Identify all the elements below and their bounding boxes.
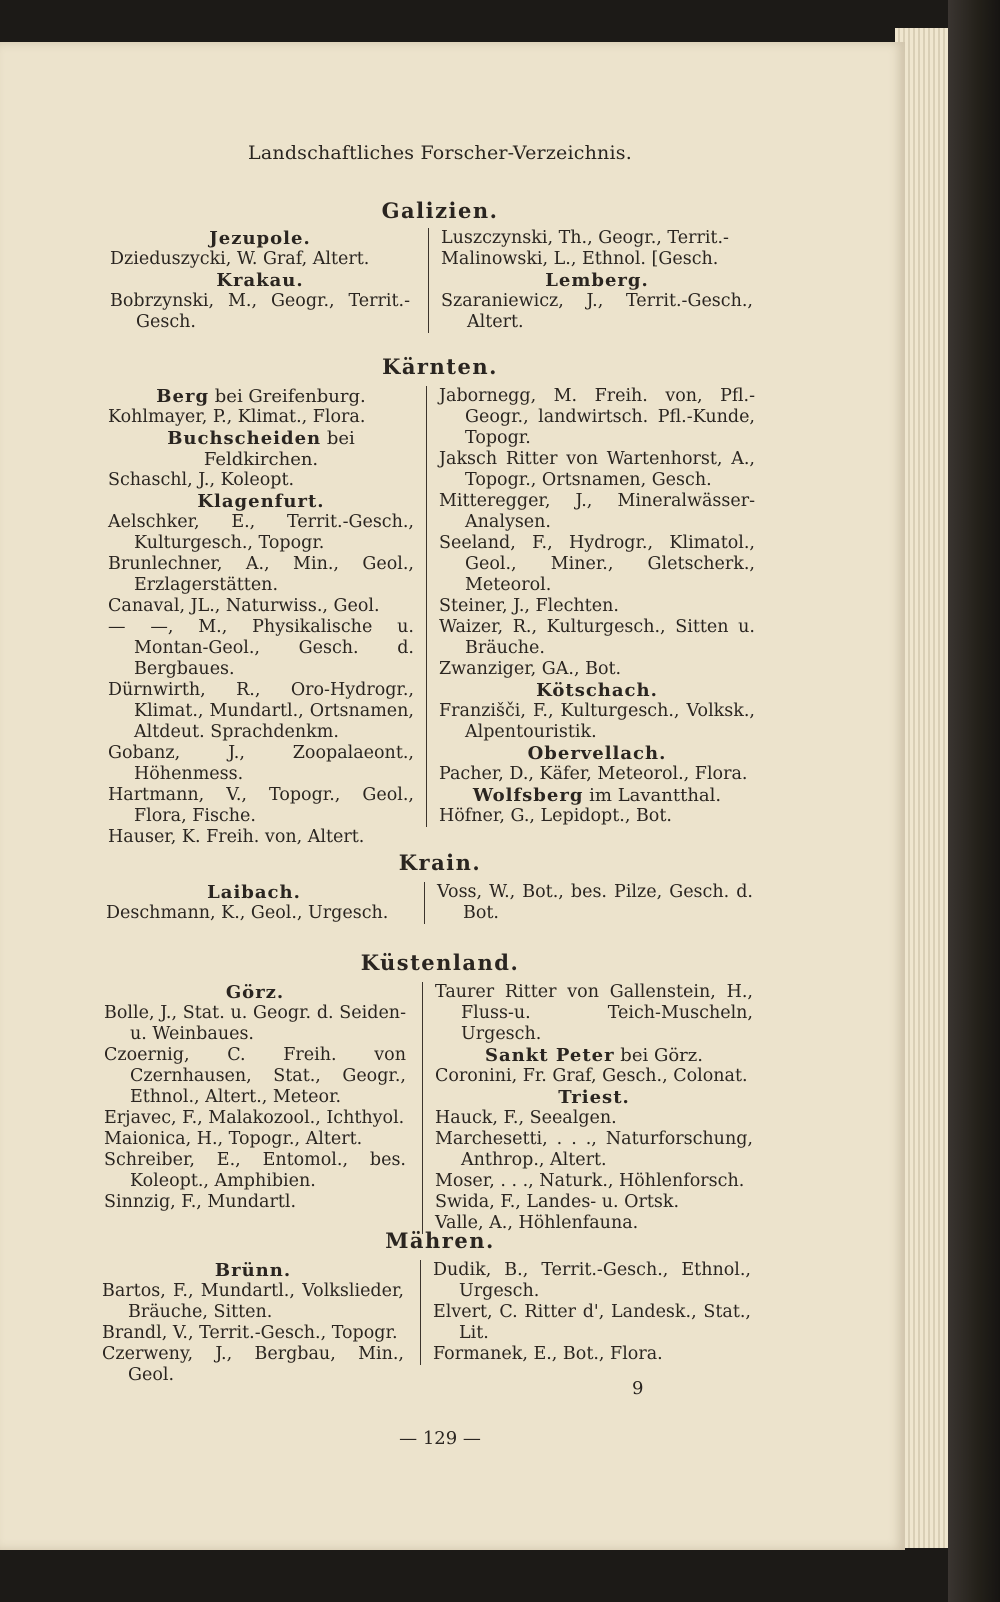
maehren-left-column	[102, 1260, 404, 1386]
page-number: — 129 —	[399, 1428, 481, 1449]
researcher-entry: Canaval, JL., Naturwiss., Geol.	[108, 596, 380, 616]
place-name: Laibach.	[207, 882, 301, 903]
researcher-entry: Moser, . . ., Naturk., Höhlenforsch.	[435, 1171, 745, 1191]
place-name: Obervellach.	[527, 743, 667, 764]
researcher-entry: Bolle, J., Stat. u. Geogr. d. Seiden- u. Weinbaues.	[104, 1003, 406, 1044]
researcher-entry: Coronini, Fr. Graf, Gesch., Colonat.	[435, 1066, 748, 1086]
researcher-entry: Aelschker, E., Territ.-Gesch., Kulturgesch., Topogr.	[108, 512, 414, 553]
researcher-entry: Elvert, C. Ritter d', Landesk., Stat., Lit.	[433, 1302, 751, 1343]
place-heading	[108, 491, 414, 512]
researcher-entry: Luszczynski, Th., Geogr., Territ.-	[441, 228, 729, 248]
place-name: Brünn.	[214, 1260, 292, 1281]
krain-left-column	[106, 882, 402, 924]
section-title-krain: Krain.	[398, 850, 482, 875]
section-title-kaernten: Kärnten.	[382, 354, 498, 379]
researcher-entry: Dürnwirth, R., Oro-Hydrogr., Klimat., Mundartl., Ortsnamen, Altdeut. Sprachdenkm.	[108, 680, 414, 742]
place-heading	[106, 882, 402, 903]
section-title-maehren: Mähren.	[385, 1228, 495, 1253]
place-suffix: bei Greifenburg.	[209, 386, 366, 407]
researcher-entry: Dzieduszycki, W. Graf, Altert.	[110, 249, 370, 269]
place-name: Berg	[156, 386, 210, 407]
place-heading	[102, 1260, 404, 1281]
kuestenland-right-column	[422, 982, 753, 1234]
place-name: Sankt Peter	[485, 1045, 615, 1066]
place-heading	[108, 386, 414, 407]
researcher-entry: Steiner, J., Flechten.	[439, 596, 619, 616]
running-head: Landschaftliches Forscher-Verzeichnis.	[248, 142, 632, 164]
place-heading	[110, 228, 410, 249]
researcher-entry: Marchesetti, . . ., Naturforschung, Anthrop., Altert.	[435, 1129, 753, 1170]
place-heading	[108, 428, 414, 470]
book-cover	[948, 0, 1000, 1602]
researcher-entry: Franzišči, F., Kulturgesch., Volksk., Alpentouristik.	[439, 701, 755, 742]
place-suffix: bei Feldkirchen.	[203, 428, 355, 470]
place-name: Kötschach.	[536, 680, 658, 701]
researcher-entry: Schreiber, E., Entomol., bes. Koleopt., Amphibien.	[104, 1150, 406, 1191]
researcher-entry: Czerweny, J., Bergbau, Min., Geol.	[102, 1344, 404, 1385]
researcher-entry: Jabornegg, M. Freih. von, Pfl.-Geogr., landwirtsch. Pfl.-Kunde, Topogr.	[439, 386, 755, 448]
place-name: Triest.	[558, 1087, 630, 1108]
place-name: Lemberg.	[545, 270, 649, 291]
researcher-entry: Erjavec, F., Malakozool., Ichthyol.	[104, 1108, 405, 1128]
researcher-entry: Malinowski, L., Ethnol. [Gesch.	[441, 249, 719, 269]
researcher-entry: Dudik, B., Territ.-Gesch., Ethnol., Urgesch.	[433, 1260, 751, 1301]
researcher-entry: Höfner, G., Lepidopt., Bot.	[439, 806, 672, 826]
place-heading	[435, 1045, 753, 1066]
researcher-entry: Sinnzig, F., Mundartl.	[104, 1192, 297, 1212]
researcher-entry: Waizer, R., Kulturgesch., Sitten u. Bräuche.	[439, 617, 755, 658]
place-name: Klagenfurt.	[197, 491, 325, 512]
signature-mark: 9	[632, 1378, 644, 1399]
place-suffix: im Lavantthal.	[583, 785, 722, 806]
kuestenland-left-column	[104, 982, 406, 1213]
book-page	[0, 42, 905, 1550]
place-name: Jezupole.	[209, 228, 311, 249]
researcher-entry: Pacher, D., Käfer, Meteorol., Flora.	[439, 764, 748, 784]
researcher-entry: Hauser, K. Freih. von, Altert.	[108, 827, 365, 847]
kaernten-right-column	[426, 386, 755, 827]
maehren-right-column	[420, 1260, 751, 1365]
place-heading	[110, 270, 410, 291]
researcher-entry: Mitteregger, J., Mineralwässer-Analysen.	[439, 491, 755, 532]
researcher-entry: Voss, W., Bot., bes. Pilze, Gesch. d. Bot.	[437, 882, 753, 923]
researcher-entry: Brandl, V., Territ.-Gesch., Topogr.	[102, 1323, 398, 1343]
place-name: Görz.	[225, 982, 285, 1003]
place-heading	[439, 785, 755, 806]
researcher-entry: Seeland, F., Hydrogr., Klimatol., Geol., Miner., Gletscherk., Meteorol.	[439, 533, 755, 595]
researcher-entry: Hartmann, V., Topogr., Geol., Flora, Fische.	[108, 785, 414, 826]
place-heading	[439, 743, 755, 764]
researcher-entry: Swida, F., Landes- u. Ortsk.	[435, 1192, 680, 1212]
researcher-entry: Jaksch Ritter von Wartenhorst, A., Topogr., Ortsnamen, Gesch.	[439, 449, 755, 490]
place-name: Wolfsberg	[472, 785, 584, 806]
place-name: Krakau.	[216, 270, 304, 291]
researcher-entry: Taurer Ritter von Gallenstein, H., Fluss-u. Teich-Muscheln, Urgesch.	[435, 982, 753, 1044]
researcher-entry: Hauck, F., Seealgen.	[435, 1108, 617, 1128]
researcher-entry: Brunlechner, A., Min., Geol., Erzlagerstätten.	[108, 554, 414, 595]
researcher-entry: Bartos, F., Mundartl., Volkslieder, Bräuche, Sitten.	[102, 1281, 404, 1322]
kaernten-left-column	[108, 386, 414, 848]
researcher-entry: Valle, A., Höhlenfauna.	[435, 1213, 639, 1233]
researcher-entry: Gobanz, J., Zoopalaeont., Höhenmess.	[108, 743, 414, 784]
krain-right-column	[424, 882, 753, 924]
researcher-entry: Zwanziger, GA., Bot.	[439, 659, 622, 679]
place-heading	[439, 680, 755, 701]
place-heading	[104, 982, 406, 1003]
place-name: Buchscheiden	[167, 428, 322, 449]
place-heading	[441, 270, 753, 291]
place-heading	[435, 1087, 753, 1108]
researcher-entry: Bobrzynski, M., Geogr., Territ.-Gesch.	[110, 291, 410, 332]
galizien-left-column	[110, 228, 410, 333]
section-title-galizien: Galizien.	[381, 198, 499, 223]
researcher-entry: Kohlmayer, P., Klimat., Flora.	[108, 407, 366, 427]
researcher-entry: Maionica, H., Topogr., Altert.	[104, 1129, 363, 1149]
researcher-entry: Szaraniewicz, J., Territ.-Gesch., Altert.	[441, 291, 753, 332]
researcher-entry: Formanek, E., Bot., Flora.	[433, 1344, 663, 1364]
researcher-entry: — —, M., Physikalische u. Montan-Geol., Gesch. d. Bergbaues.	[108, 617, 414, 679]
researcher-entry: Deschmann, K., Geol., Urgesch.	[106, 903, 389, 923]
place-suffix: bei Görz.	[614, 1045, 703, 1066]
researcher-entry: Czoernig, C. Freih. von Czernhausen, Stat., Geogr., Ethnol., Altert., Meteor.	[104, 1045, 406, 1107]
researcher-entry: Schaschl, J., Koleopt.	[108, 470, 295, 490]
section-title-kuestenland: Küstenland.	[360, 950, 520, 975]
galizien-right-column	[428, 228, 753, 333]
